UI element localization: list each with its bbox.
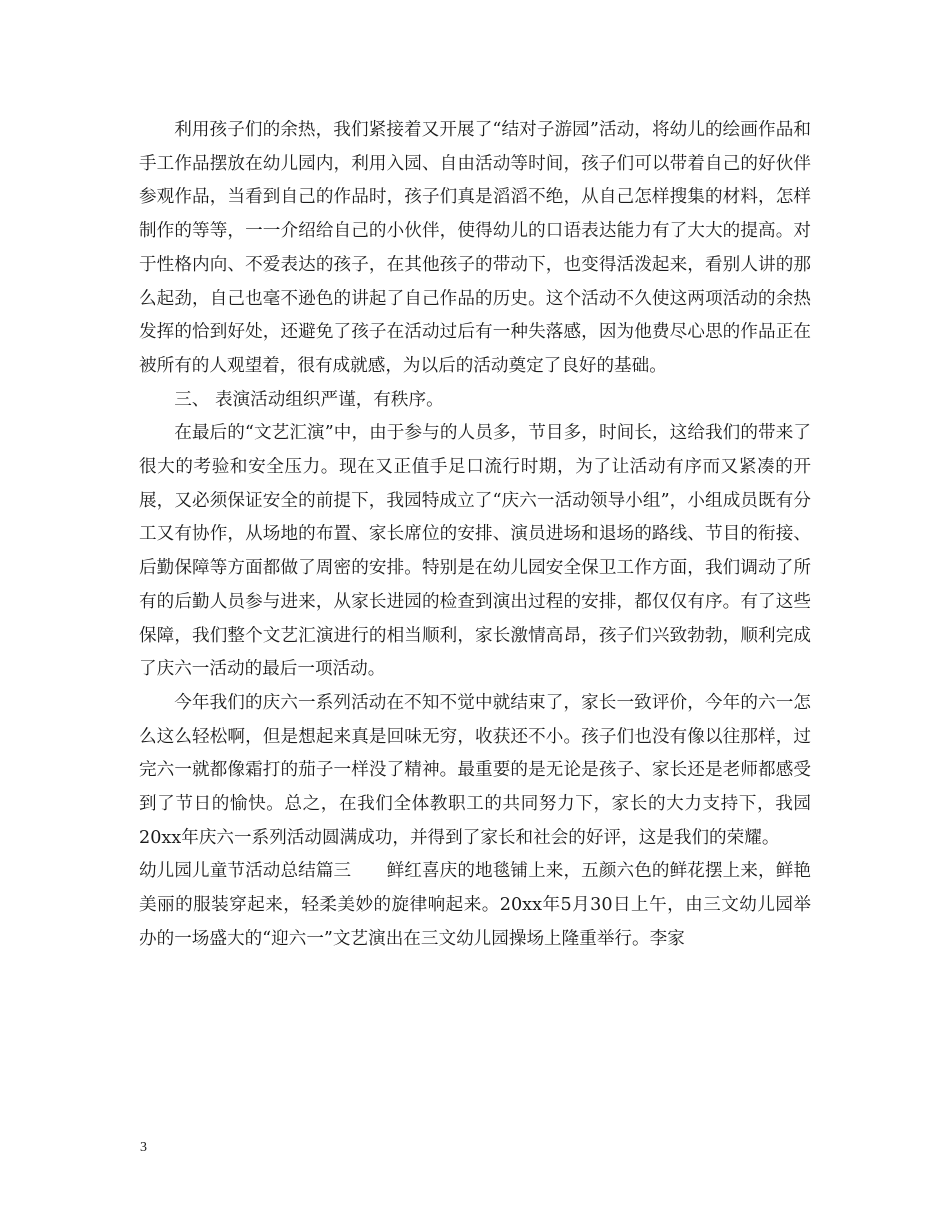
paragraph-summary: 今年我们的庆六一系列活动在不知不觉中就结束了，家长一致评价，今年的六一怎么这么轻松啊，但是想起来真是回味无穷，收获还不小。孩子们也没有像以往那样，过完六一就都像霜打的茄子一样没了精神。最重要的是无论是孩子、家长还是老师都感受到了节日的愉快。总之，在我们全体教职工的共同努力下，家长的大力支持下，我园20xx年庆六一系列活动圆满成功，并得到了家长和社会的好评，这是我们的荣耀。 bbox=[139, 692, 811, 848]
paragraph-pairing-activity: 利用孩子们的余热，我们紧接着又开展了“结对子游园”活动，将幼儿的绘画作品和手工作品摆放在幼儿园内，利用入园、自由活动等时间，孩子们可以带着自己的好伙伴参观作品，当看到自己的作品时，孩子们真是滔滔不绝，从自己怎样搜集的材料，怎样制作的等等，一一介绍给自己的小伙伴，使得幼儿的口语表达能力有了大大的提高。对于性格内向、不爱表达的孩子，在其他孩子的带动下，也变得活泼起来，看别人讲的那么起劲，自己也毫不逊色的讲起了自己作品的历史。这个活动不久使这两项活动的余热发挥的恰到好处，还避免了孩子在活动过后有一种失落感，因为他费尽心思的作品正在被所有的人观望着，很有成就感，为以后的活动奠定了良好的基础。 bbox=[139, 120, 811, 376]
document-body bbox=[139, 114, 811, 957]
paragraph-performance: 在最后的“文艺汇演”中，由于参与的人员多，节目多，时间长，这给我们的带来了很大的考验和安全压力。现在又正值手足口流行时期，为了让活动有序而又紧凑的开展，又必须保证安全的前提下，我园特成立了“庆六一活动领导小组”，小组成员既有分工又有协作，从场地的布置、家长席位的安排、演员进场和退场的路线、节目的衔接、后勤保障等方面都做了周密的安排。特别是在幼儿园安全保卫工作方面，我们调动了所有的后勤人员参与进来，从家长进园的检查到演出过程的安排，都仅仅有序。有了这些保障，我们整个文艺汇演进行的相当顺利，家长激情高昂，孩子们兴致勃勃，顺利完成了庆六一活动的最后一项活动。 bbox=[139, 423, 811, 680]
page-number: 3 bbox=[140, 1140, 147, 1155]
section-heading-3: 三、 表演活动组织严谨，有秩序。 bbox=[174, 389, 444, 410]
paragraph-part-three: 幼儿园儿童节活动总结篇三 鲜红喜庆的地毯铺上来，五颜六色的鲜花摆上来，鲜艳美丽的服装穿起来，轻柔美妙的旋律响起来。20xx年5月30日上午，由三文幼儿园举办的一场盛大的“迎六一”文艺演出在三文幼儿园操场上隆重举行。李家 bbox=[139, 861, 811, 949]
